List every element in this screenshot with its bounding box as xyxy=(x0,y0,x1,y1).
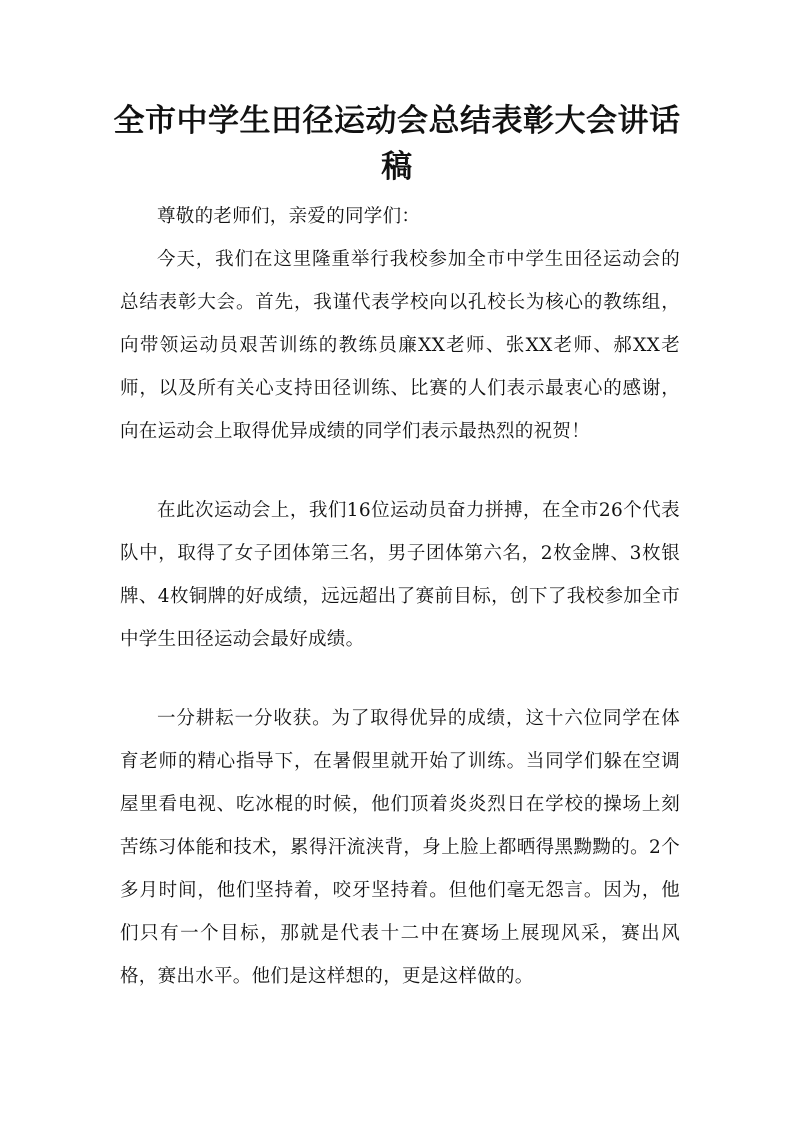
salutation: 尊敬的老师们，亲爱的同学们： xyxy=(157,206,421,227)
paragraph-2: 在此次运动会上，我们16位运动员奋力拼搏，在全市26个代表队中，取得了女子团体第三名，男子团体第六名，2枚金牌、3枚银牌、4枚铜牌的好成绩，远远超出了赛前目标，创下了我校参加全市中学生田径运动会最好成绩。 xyxy=(120,500,680,650)
paragraph-1: 今天，我们在这里隆重举行我校参加全市中学生田径运动会的总结表彰大会。首先，我谨代表学校向以孔校长为核心的教练组，向带领运动员艰苦训练的教练员廉XX老师、张XX老师、郝XX老师，以及所有关心支持田径训练、比赛的人们表示最衷心的感谢，向在运动会上取得优异成绩的同学们表示最热烈的祝贺！ xyxy=(120,249,680,442)
paragraph-3: 一分耕耘一分收获。为了取得优异的成绩，这十六位同学在体育老师的精心指导下，在暑假里就开始了训练。当同学们躲在空调屋里看电视、吃冰棍的时候，他们顶着炎炎烈日在学校的操场上刻苦练习体能和技术，累得汗流浃背，身上脸上都晒得黑黝黝的。2个多月时间，他们坚持着，咬牙坚持着。但他们毫无怨言。因为，他们只有一个目标，那就是代表十二中在赛场上展现风采，赛出风格，赛出水平。他们是这样想的，更是这样做的。 xyxy=(120,708,680,987)
page-title: 全市中学生田径运动会总结表彰大会讲话稿 xyxy=(113,103,681,185)
